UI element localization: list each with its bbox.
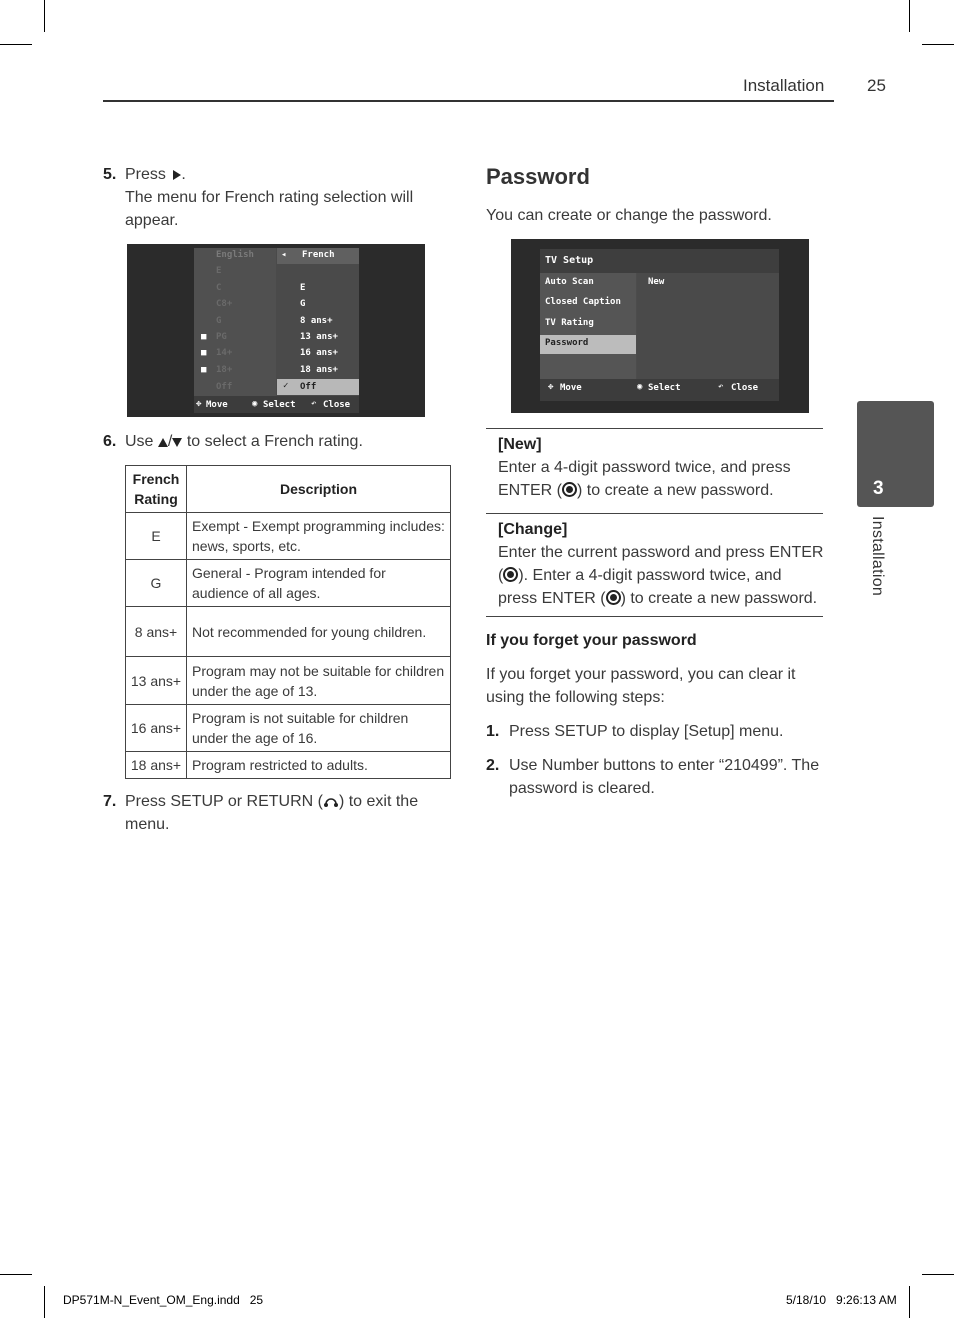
table-cell: 16 ans+ (126, 705, 187, 752)
enter-icon (503, 567, 518, 582)
table-row (126, 560, 451, 607)
change-text: ( (498, 567, 504, 584)
osd-footer-close: Close (731, 383, 759, 393)
osd-left-item: E (216, 266, 222, 276)
osd-left-item: G (216, 316, 222, 326)
new-section (498, 433, 828, 502)
table-cell: Exempt - Exempt programming includes: news, sports, etc. (187, 513, 451, 560)
table-cell: Not recommended for young children. (187, 607, 451, 657)
osd-header: French (302, 250, 335, 260)
table-cell: E (126, 513, 187, 560)
step-text: Press (125, 166, 166, 183)
return-icon (323, 794, 339, 808)
table-row (126, 752, 451, 779)
table-row (126, 607, 451, 657)
step-text: Press SETUP to display [Setup] menu. (509, 723, 784, 740)
forget-step-2 (486, 754, 831, 800)
up-arrow-icon (158, 438, 168, 447)
table-cell: Program is not suitable for children under the age of 16. (187, 705, 451, 752)
osd-left-item: English (216, 250, 254, 260)
step-number: 2. (486, 757, 500, 774)
section-title: Installation (743, 76, 825, 95)
return-icon: ↶ (718, 382, 724, 392)
lock-icon: ■ (201, 365, 207, 375)
chapter-label (866, 516, 888, 616)
change-text: press ENTER ( (498, 590, 606, 607)
new-text: ) to create a new password. (577, 482, 774, 499)
table-row (126, 657, 451, 705)
table-cell: Program may not be suitable for children under the age of 13. (187, 657, 451, 705)
move-icon: ✥ (548, 382, 554, 392)
step-text: appear. (125, 212, 179, 229)
osd-left-item: C (216, 283, 222, 293)
chapter-tab (857, 401, 934, 507)
table-row (126, 705, 451, 752)
table-row (126, 513, 451, 560)
right-arrow-icon (173, 170, 181, 180)
down-arrow-icon (172, 438, 182, 447)
osd-right-item-selected: Off (300, 382, 317, 392)
osd-footer-move: Move (206, 400, 228, 410)
step-text: to select a French rating. (186, 433, 363, 450)
osd-footer-select: Select (648, 383, 681, 393)
check-icon: ✓ (283, 381, 289, 391)
osd-menu-item: Auto Scan (545, 277, 594, 287)
step-text: Press SETUP or RETURN ( (125, 793, 323, 810)
osd-right-item: E (300, 283, 306, 293)
divider (486, 513, 823, 514)
osd-left-item: 14+ (216, 348, 233, 358)
enter-icon: ◉ (637, 382, 643, 392)
osd-left-item: PG (216, 332, 227, 342)
osd-left-item: Off (216, 382, 233, 392)
change-label: [Change] (498, 521, 568, 538)
table-cell: General - Program intended for audience of all ages. (187, 560, 451, 607)
step-text: The menu for French rating selection will (125, 189, 414, 206)
osd-right-item: G (300, 299, 306, 309)
crop-mark (909, 0, 910, 32)
header-rule (103, 100, 834, 102)
crop-mark (922, 1274, 954, 1275)
osd-menu-item: TV Rating (545, 318, 594, 328)
crop-mark (44, 1286, 45, 1318)
osd-title: TV Setup (545, 255, 594, 266)
osd-value-column (637, 273, 779, 379)
step-text: menu. (125, 816, 170, 833)
enter-icon (606, 590, 621, 605)
divider (486, 428, 823, 429)
french-rating-screenshot (127, 244, 425, 417)
lock-icon: ■ (201, 332, 207, 342)
password-intro: You can create or change the password. (486, 207, 772, 224)
page-number: 25 (867, 76, 886, 95)
osd-footer-move: Move (560, 383, 582, 393)
change-text: Enter the current password and press ENTER (498, 544, 824, 561)
osd-menu-item: Closed Caption (545, 297, 621, 307)
table-cell: G (126, 560, 187, 607)
osd-left-item: C8+ (216, 299, 233, 309)
step-text: Use Number buttons to enter “210499”. The (509, 757, 820, 774)
forget-step-1 (486, 720, 831, 743)
new-text: ENTER ( (498, 482, 562, 499)
osd-right-item: 13 ans+ (300, 332, 338, 342)
table-cell: Program restricted to adults. (187, 752, 451, 779)
step-number: 6. (103, 433, 117, 450)
table-cell: 13 ans+ (126, 657, 187, 705)
osd-left-item: 18+ (216, 365, 233, 375)
return-icon: ↶ (311, 399, 317, 409)
enter-icon (562, 482, 577, 497)
crop-mark (44, 0, 45, 32)
table-header: Description (187, 466, 451, 513)
table-cell: 18 ans+ (126, 752, 187, 779)
crop-mark (909, 1286, 910, 1318)
step-number: 7. (103, 793, 117, 810)
enter-icon: ◉ (252, 399, 258, 409)
lock-icon: ■ (201, 348, 207, 358)
osd-footer-select: Select (263, 400, 296, 410)
step-6: 6. Use / to select a French rating. (103, 430, 443, 453)
new-label: [New] (498, 436, 542, 453)
change-text: ). Enter a 4-digit password twice, and (518, 567, 782, 584)
osd-right-item: 18 ans+ (300, 365, 338, 375)
divider (486, 616, 823, 617)
password-heading: Password (486, 164, 590, 189)
table-cell: 8 ans+ (126, 607, 187, 657)
osd-highlight (277, 379, 359, 395)
table-header: French Rating (126, 466, 187, 513)
move-icon: ✥ (196, 399, 202, 409)
osd-value: New (648, 277, 665, 287)
footer-date: 5/18/10 9:26:13 AM (786, 1293, 897, 1307)
left-arrow-icon: ◂ (281, 250, 287, 260)
step-text: password is cleared. (509, 780, 655, 797)
french-rating-table (125, 465, 451, 779)
osd-right-item: 16 ans+ (300, 348, 338, 358)
forget-text: If you forget your password, you can clear it (486, 666, 796, 683)
crop-mark (0, 1274, 32, 1275)
crop-mark (0, 44, 32, 45)
step-number: 1. (486, 723, 500, 740)
footer-file: DP571M-N_Event_OM_Eng.indd 25 (63, 1293, 264, 1307)
osd-menu-item-selected: Password (545, 338, 589, 348)
step-text: ) to exit the (338, 793, 419, 810)
change-text: ) to create a new password. (620, 590, 818, 607)
step-7 (103, 790, 443, 836)
osd-footer-close: Close (323, 400, 351, 410)
step-text: Use (125, 433, 154, 450)
forget-heading: If you forget your password (486, 632, 697, 649)
step-number: 5. (103, 166, 117, 183)
forget-text: using the following steps: (486, 689, 665, 706)
new-text: Enter a 4-digit password twice, and press (498, 459, 791, 476)
forget-paragraph (486, 663, 831, 709)
chapter-label-text: Installation (869, 516, 886, 597)
chapter-number: 3 (873, 478, 884, 499)
tv-setup-screenshot (511, 239, 809, 413)
change-section (498, 518, 828, 610)
crop-mark (922, 44, 954, 45)
step-5: 5. Press . The menu for French rating selection will appear. (103, 163, 443, 232)
osd-right-item: 8 ans+ (300, 316, 333, 326)
